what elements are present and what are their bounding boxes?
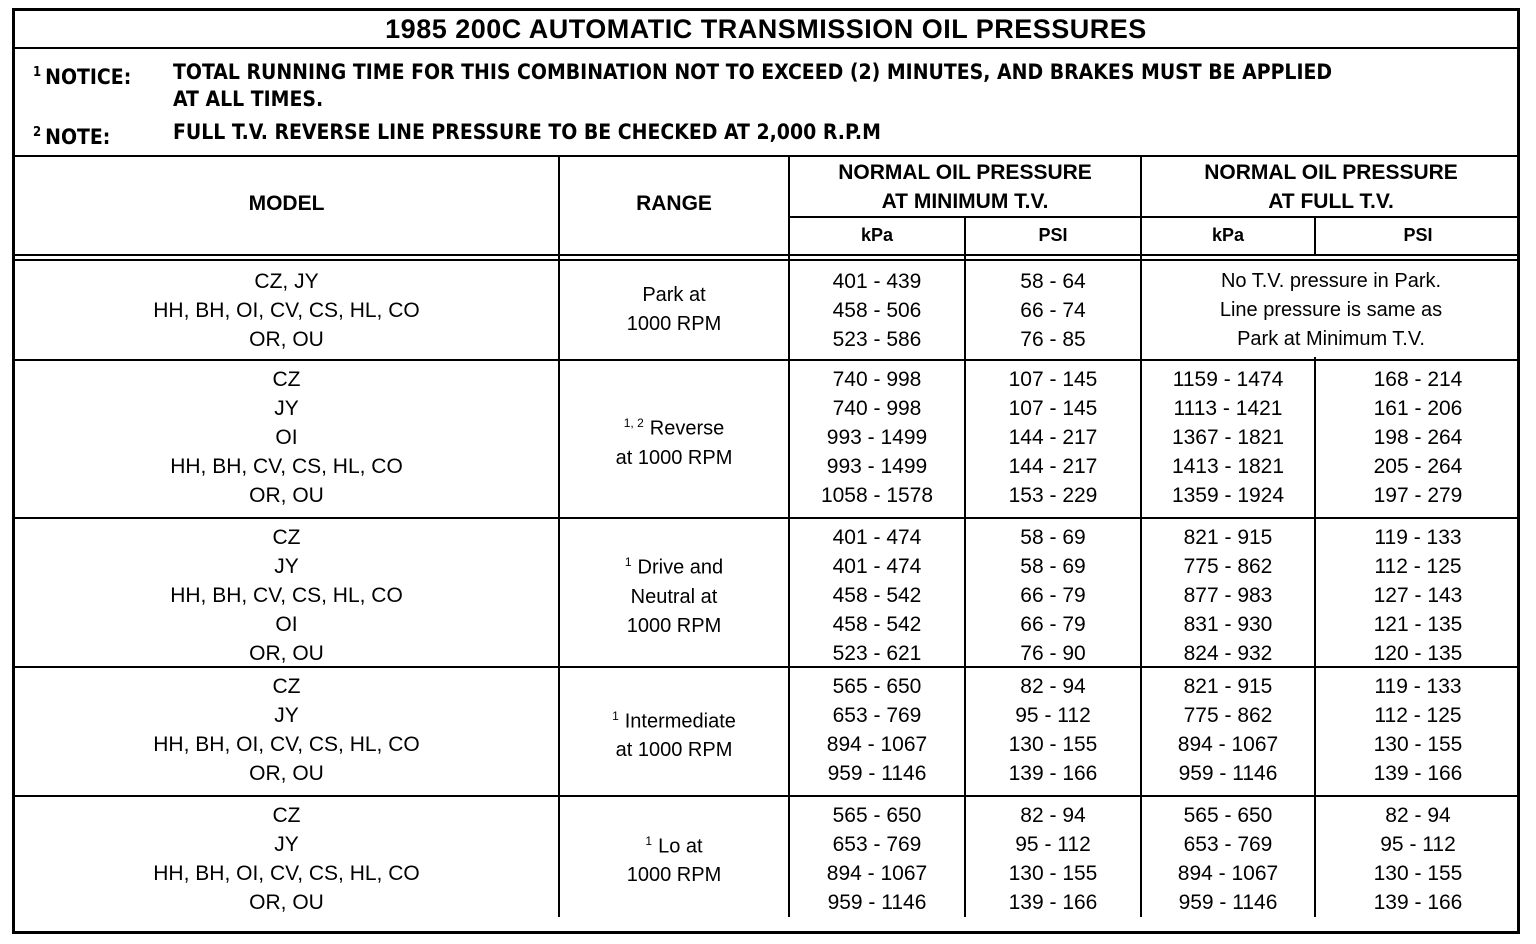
range-label-text: 1000 RPM bbox=[626, 313, 722, 335]
full-psi-cell: 121 - 135 bbox=[1373, 613, 1463, 636]
min-psi-cell: 130 - 155 bbox=[1008, 733, 1098, 756]
min-psi-cell: 139 - 166 bbox=[1008, 891, 1098, 914]
range-label-text: 1000 RPM bbox=[626, 864, 722, 887]
min-kpa-cell: 401 - 439 bbox=[832, 270, 922, 293]
notice-footnote-mark: 1 bbox=[33, 65, 42, 80]
models-cell: HH, BH, CV, CS, HL, CO bbox=[170, 584, 403, 607]
column-rule bbox=[1314, 216, 1316, 254]
range-label-line bbox=[560, 548, 788, 583]
min-psi-cell: 58 - 69 bbox=[1020, 555, 1086, 578]
models-cell: CZ bbox=[272, 675, 301, 698]
min-psi-cell: 153 - 229 bbox=[1008, 484, 1098, 507]
notice-label bbox=[33, 119, 110, 151]
min-kpa-cell: 401 - 474 bbox=[832, 526, 922, 549]
full-kpa-cell: 894 - 1067 bbox=[1177, 733, 1279, 756]
full-psi-cell: 127 - 143 bbox=[1373, 584, 1463, 607]
models-cell: JY bbox=[274, 397, 299, 420]
min-kpa-cell: 653 - 769 bbox=[832, 704, 922, 727]
full-kpa-cell: 1359 - 1924 bbox=[1171, 484, 1285, 507]
full-kpa-cell: 565 - 650 bbox=[1183, 804, 1273, 827]
range-label-line bbox=[560, 281, 788, 310]
range-label bbox=[560, 281, 788, 339]
min-kpa-cell: 565 - 650 bbox=[832, 675, 922, 698]
min-psi-cell: 144 - 217 bbox=[1008, 455, 1098, 478]
pressure-chart-sheet bbox=[12, 8, 1520, 934]
model-header: MODEL bbox=[248, 192, 325, 215]
min-kpa-header: kPa bbox=[860, 225, 894, 245]
full-kpa-cell: 775 - 862 bbox=[1183, 704, 1273, 727]
full-tv-header bbox=[1142, 158, 1520, 216]
min-psi-cell: 82 - 94 bbox=[1020, 804, 1086, 827]
column-rule bbox=[558, 155, 560, 917]
notice-footnote-mark: 2 bbox=[33, 125, 42, 140]
divider bbox=[15, 47, 1517, 49]
models-cell: CZ bbox=[272, 804, 301, 827]
full-tv-note: Park at Minimum T.V. bbox=[1237, 328, 1425, 350]
min-psi-cell: 130 - 155 bbox=[1008, 862, 1098, 885]
min-tv-header-line-2: AT MINIMUM T.V. bbox=[881, 190, 1049, 213]
models-cell: OR, OU bbox=[249, 891, 324, 914]
full-kpa-cell: 831 - 930 bbox=[1183, 613, 1273, 636]
min-kpa-cell: 993 - 1499 bbox=[826, 426, 928, 449]
models-cell: CZ bbox=[272, 368, 301, 391]
range-label-line bbox=[560, 583, 788, 612]
range-label bbox=[560, 827, 788, 891]
min-kpa-cell: 894 - 1067 bbox=[826, 733, 928, 756]
min-kpa-cell: 565 - 650 bbox=[832, 804, 922, 827]
models-cell: OR, OU bbox=[249, 762, 324, 785]
models-cell: JY bbox=[274, 833, 299, 856]
full-kpa-cell: 894 - 1067 bbox=[1177, 862, 1279, 885]
min-kpa-cell: 458 - 542 bbox=[832, 584, 922, 607]
full-kpa-cell: 959 - 1146 bbox=[1178, 762, 1278, 785]
full-kpa-cell: 877 - 983 bbox=[1183, 584, 1273, 607]
full-psi-cell: 130 - 155 bbox=[1373, 733, 1463, 756]
full-kpa-cell: 821 - 915 bbox=[1183, 526, 1273, 549]
full-kpa-cell: 821 - 915 bbox=[1183, 675, 1273, 698]
range-footnote-mark: 1 bbox=[645, 833, 653, 848]
full-psi-cell: 161 - 206 bbox=[1373, 397, 1463, 420]
notice-label-text: NOTE: bbox=[45, 125, 111, 149]
range-label bbox=[560, 548, 788, 641]
full-kpa-cell: 1113 - 1421 bbox=[1173, 397, 1283, 420]
min-psi-cell: 107 - 145 bbox=[1008, 368, 1098, 391]
full-psi-cell: 139 - 166 bbox=[1373, 762, 1463, 785]
full-psi-cell: 139 - 166 bbox=[1373, 891, 1463, 914]
range-footnote-mark: 1, 2 bbox=[623, 416, 644, 430]
range-label-text: Reverse bbox=[649, 417, 725, 440]
min-kpa-cell: 458 - 506 bbox=[832, 299, 922, 322]
group-divider bbox=[15, 666, 1517, 668]
min-psi-cell: 66 - 79 bbox=[1020, 613, 1086, 636]
min-kpa-cell: 401 - 474 bbox=[832, 555, 922, 578]
models-cell: OR, OU bbox=[249, 484, 324, 507]
range-footnote-mark: 1 bbox=[612, 708, 619, 723]
divider bbox=[15, 259, 1517, 261]
min-kpa-cell: 740 - 998 bbox=[832, 397, 922, 420]
min-psi-cell: 107 - 145 bbox=[1008, 397, 1098, 420]
range-label-line bbox=[560, 702, 788, 737]
full-kpa-cell: 1413 - 1821 bbox=[1171, 455, 1285, 478]
models-cell: OR, OU bbox=[249, 642, 324, 665]
models-cell: OR, OU bbox=[249, 328, 324, 351]
range-label-text: 1000 RPM bbox=[626, 614, 722, 637]
models-cell: HH, BH, CV, CS, HL, CO bbox=[170, 455, 403, 478]
min-psi-cell: 76 - 90 bbox=[1020, 642, 1086, 665]
range-label-text: Lo at bbox=[658, 835, 703, 858]
range-header: RANGE bbox=[636, 192, 712, 215]
full-psi-cell: 95 - 112 bbox=[1380, 833, 1456, 856]
full-psi-cell: 119 - 133 bbox=[1374, 675, 1462, 698]
full-tv-header-line-1: NORMAL OIL PRESSURE bbox=[1204, 161, 1458, 184]
min-psi-cell: 139 - 166 bbox=[1008, 762, 1098, 785]
full-kpa-cell: 775 - 862 bbox=[1183, 555, 1273, 578]
min-psi-cell: 95 - 112 bbox=[1015, 833, 1091, 856]
min-tv-header bbox=[790, 158, 1140, 216]
full-psi-cell: 168 - 214 bbox=[1373, 368, 1463, 391]
models-cell: CZ, JY bbox=[254, 270, 319, 293]
full-kpa-cell: 959 - 1146 bbox=[1178, 891, 1278, 914]
min-kpa-cell: 458 - 542 bbox=[832, 613, 922, 636]
min-psi-cell: 66 - 74 bbox=[1020, 299, 1086, 322]
models-cell: HH, BH, OI, CV, CS, HL, CO bbox=[153, 299, 420, 322]
range-label-text: at 1000 RPM bbox=[615, 446, 733, 469]
range-label-line bbox=[560, 612, 788, 641]
min-psi-cell: 66 - 79 bbox=[1020, 584, 1086, 607]
notice-label-text: NOTICE: bbox=[45, 65, 132, 89]
full-kpa-header: kPa bbox=[1211, 225, 1245, 245]
full-kpa-cell: 824 - 932 bbox=[1183, 642, 1273, 665]
min-psi-cell: 58 - 64 bbox=[1020, 270, 1086, 293]
range-label-line bbox=[560, 409, 788, 444]
min-psi-cell: 144 - 217 bbox=[1008, 426, 1098, 449]
group-divider bbox=[15, 359, 1517, 361]
divider bbox=[15, 254, 1517, 256]
min-kpa-cell: 993 - 1499 bbox=[826, 455, 928, 478]
min-kpa-cell: 523 - 586 bbox=[832, 328, 922, 351]
min-tv-header-line-1: NORMAL OIL PRESSURE bbox=[838, 161, 1092, 184]
full-psi-cell: 119 - 133 bbox=[1374, 526, 1462, 549]
notice-label bbox=[33, 59, 131, 91]
min-kpa-cell: 894 - 1067 bbox=[826, 862, 928, 885]
models-cell: OI bbox=[275, 613, 298, 636]
full-tv-header-line-2: AT FULL T.V. bbox=[1268, 190, 1394, 213]
range-label-line bbox=[560, 444, 788, 473]
range-footnote-mark: 1 bbox=[624, 555, 632, 569]
models-cell: OI bbox=[275, 426, 298, 449]
group-divider bbox=[15, 517, 1517, 519]
full-tv-note: Line pressure is same as bbox=[1219, 299, 1443, 321]
divider bbox=[15, 155, 1517, 157]
full-psi-cell: 198 - 264 bbox=[1373, 426, 1463, 449]
min-kpa-cell: 1058 - 1578 bbox=[820, 484, 934, 507]
models-cell: HH, BH, OI, CV, CS, HL, CO bbox=[153, 733, 420, 756]
range-label-text: Intermediate bbox=[624, 710, 736, 733]
full-tv-note: No T.V. pressure in Park. bbox=[1220, 270, 1442, 292]
range-label-text: Neutral at bbox=[630, 585, 718, 608]
min-psi-cell: 95 - 112 bbox=[1015, 704, 1091, 727]
min-kpa-cell: 653 - 769 bbox=[832, 833, 922, 856]
notice-text: AT ALL TIMES. bbox=[173, 87, 324, 111]
full-psi-header: PSI bbox=[1403, 225, 1433, 245]
models-cell: JY bbox=[274, 555, 299, 578]
range-label-line bbox=[560, 736, 788, 765]
min-kpa-cell: 959 - 1146 bbox=[827, 762, 927, 785]
models-cell: JY bbox=[274, 704, 299, 727]
full-psi-cell: 112 - 125 bbox=[1374, 704, 1462, 727]
range-label bbox=[560, 409, 788, 473]
notice-text: TOTAL RUNNING TIME FOR THIS COMBINATION NOT TO EXCEED (2) MINUTES, AND BRAKES MUST BE APPLIED bbox=[173, 60, 1333, 84]
min-kpa-cell: 740 - 998 bbox=[832, 368, 922, 391]
full-psi-cell: 120 - 135 bbox=[1373, 642, 1463, 665]
full-psi-cell: 112 - 125 bbox=[1374, 555, 1462, 578]
min-psi-cell: 76 - 85 bbox=[1020, 328, 1086, 351]
min-psi-cell: 58 - 69 bbox=[1020, 526, 1086, 549]
min-kpa-cell: 523 - 621 bbox=[832, 642, 922, 665]
range-label-text: Drive and bbox=[637, 556, 724, 579]
models-cell: CZ bbox=[272, 526, 301, 549]
min-psi-cell: 82 - 94 bbox=[1020, 675, 1086, 698]
full-kpa-cell: 1367 - 1821 bbox=[1171, 426, 1285, 449]
min-kpa-cell: 959 - 1146 bbox=[827, 891, 927, 914]
range-label-line bbox=[560, 827, 788, 862]
models-cell: HH, BH, OI, CV, CS, HL, CO bbox=[153, 862, 420, 885]
full-psi-cell: 130 - 155 bbox=[1373, 862, 1463, 885]
full-kpa-cell: 1159 - 1474 bbox=[1172, 368, 1284, 391]
full-psi-cell: 82 - 94 bbox=[1385, 804, 1451, 827]
full-psi-cell: 205 - 264 bbox=[1373, 455, 1463, 478]
group-divider bbox=[15, 795, 1517, 797]
range-label-text: Park at bbox=[642, 284, 706, 306]
full-kpa-cell: 653 - 769 bbox=[1183, 833, 1273, 856]
chart-title: 1985 200C AUTOMATIC TRANSMISSION OIL PRESSURES bbox=[385, 14, 1147, 44]
range-label-line bbox=[560, 861, 788, 890]
range-label-text: at 1000 RPM bbox=[615, 739, 733, 762]
range-label-line bbox=[560, 310, 788, 339]
notice-text: FULL T.V. REVERSE LINE PRESSURE TO BE CHECKED AT 2,000 R.P.M bbox=[173, 120, 881, 144]
range-label bbox=[560, 702, 788, 766]
min-psi-header: PSI bbox=[1038, 225, 1068, 245]
full-psi-cell: 197 - 279 bbox=[1373, 484, 1463, 507]
